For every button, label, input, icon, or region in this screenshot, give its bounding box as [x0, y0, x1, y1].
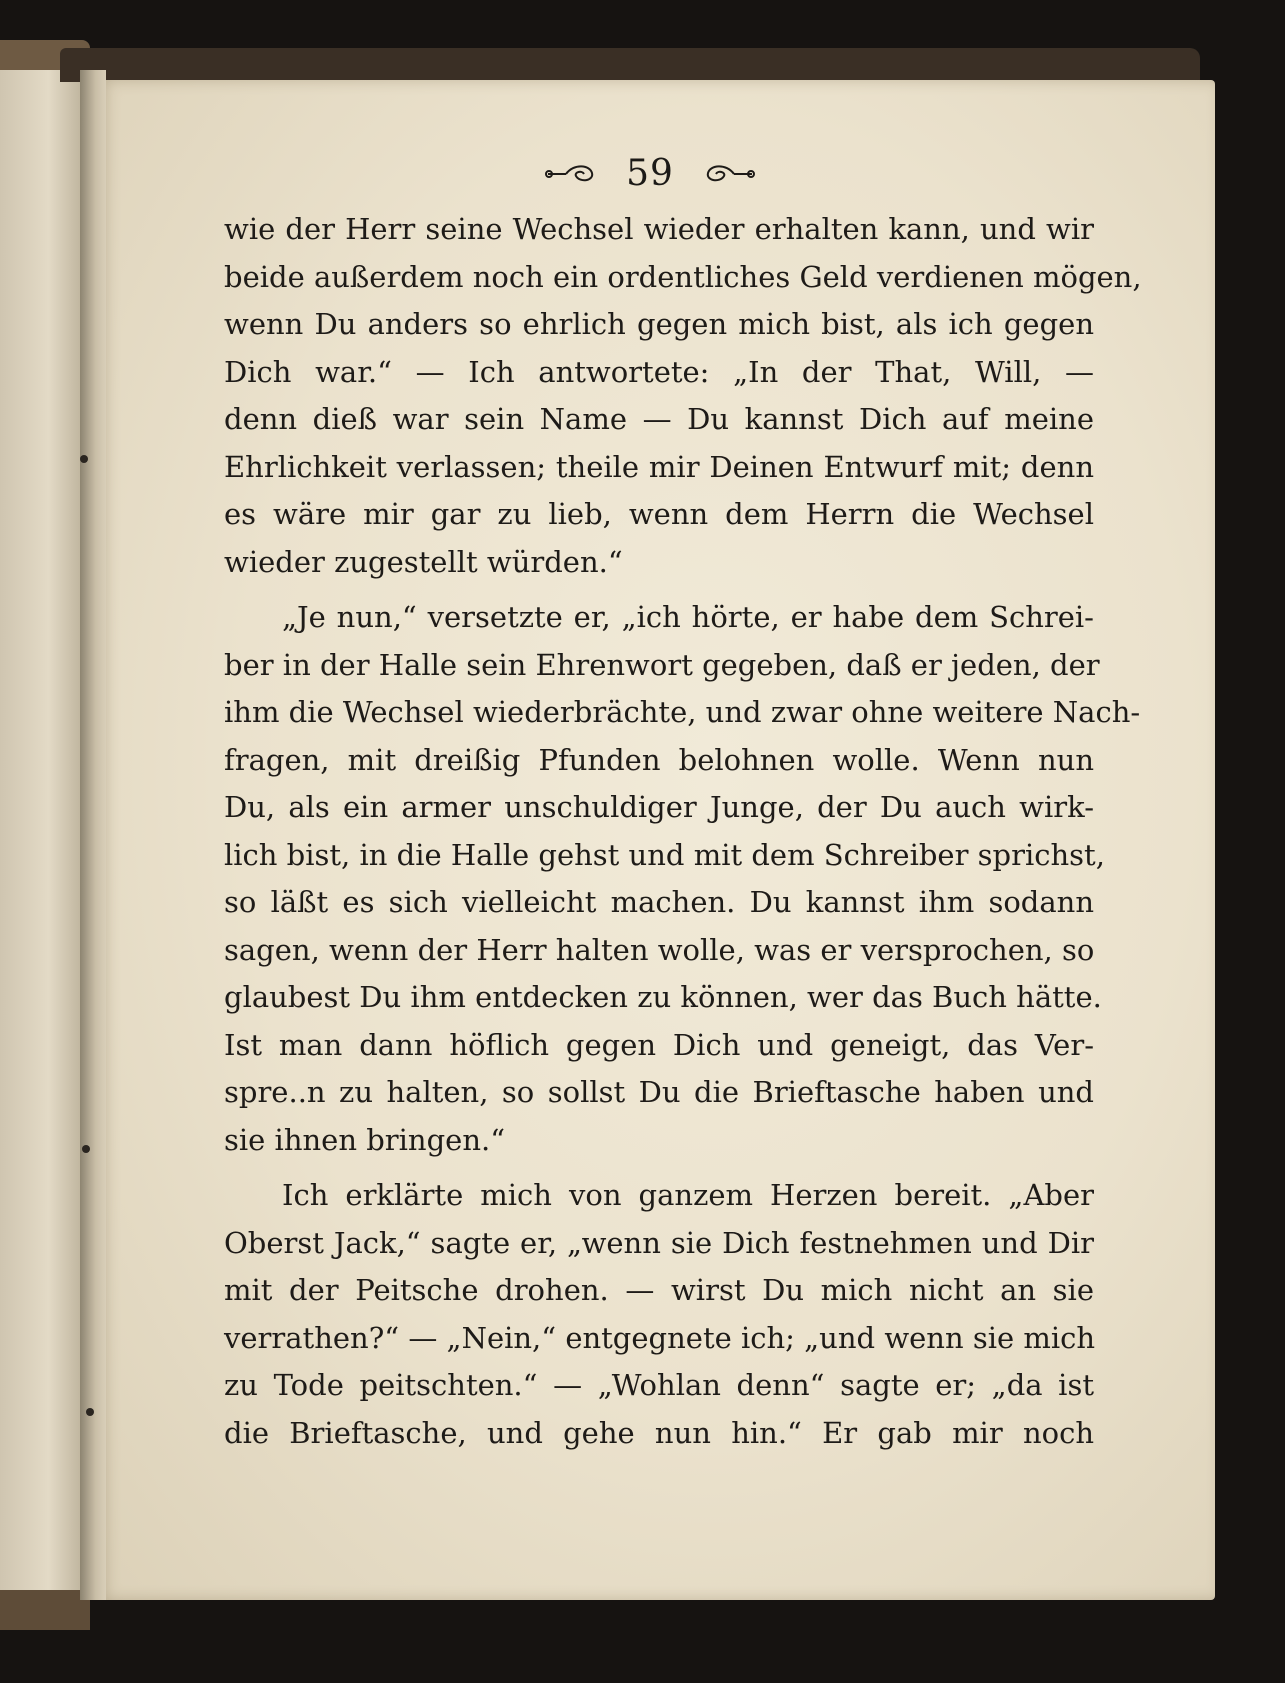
text-line: sagen, wenn der Herr halten wolle, was er versprochen, so [224, 932, 1095, 967]
page-number: 59 [626, 152, 674, 194]
text-line: ihm die Wechsel wiederbrächte, und zwar ohne weitere Nach- [224, 695, 1141, 729]
page-header [520, 148, 780, 198]
stain-mark [82, 1145, 90, 1153]
stain-mark [86, 1408, 94, 1416]
book-gutter [80, 70, 106, 1600]
text-line: Oberst Jack,“ sagte er, „wenn sie Dich festnehmen und Dir [224, 1225, 1094, 1260]
text-line: Dich war.“ — Ich antwortete: „In der That, Will, — [224, 354, 1094, 389]
text-line: Ist man dann höflich gegen Dich und geneigt, das Ver- [224, 1027, 1094, 1062]
paragraph [224, 206, 1142, 586]
text-line: fragen, mit dreißig Pfunden belohnen wolle. Wenn nun [224, 742, 1094, 777]
text-line: es wäre mir gar zu lieb, wenn dem Herrn die Wechsel [224, 497, 1094, 531]
text-line: zu Tode peitschten.“ — „Wohlan denn“ sagte er; „da ist [224, 1368, 1094, 1402]
text-line: lich bist, in die Halle gehst und mit dem Schreiber sprichst, [224, 837, 1105, 872]
ornament-left-icon [544, 161, 604, 185]
paragraph [224, 594, 1141, 1164]
text-line: die Brieftasche, und gehe nun hin.“ Er gab mir noch [224, 1415, 1094, 1450]
text-line: wieder zugestellt würden.“ [224, 544, 623, 579]
body-text [224, 206, 1142, 1457]
book-cover-top [60, 48, 1200, 82]
text-line: ber in der Halle sein Ehrenwort gegeben, daß er jeden, der [224, 647, 1100, 682]
text-line: mit der Peitsche drohen. — wirst Du mich nicht an sie [224, 1273, 1094, 1307]
book-cover-bottom-left [0, 1590, 90, 1630]
text-line: denn dieß war sein Name — Du kannst Dich auf meine [224, 402, 1094, 436]
text-line: beide außerdem noch ein ordentliches Geld verdienen mögen, [224, 259, 1142, 294]
text-line: glaubest Du ihm entdecken zu können, wer das Buch hätte. [224, 980, 1102, 1014]
text-line: „Je nun,“ versetzte er, „ich hörte, er habe dem Schrei- [282, 600, 1094, 634]
left-page-edge [0, 70, 88, 1600]
text-line: Ich erklärte mich von ganzem Herzen bereit. „Aber [282, 1178, 1094, 1212]
paragraph [224, 1172, 1094, 1457]
text-line: so läßt es sich vielleicht machen. Du kannst ihm sodann [224, 885, 1094, 919]
text-line: sie ihnen bringen.“ [224, 1122, 506, 1157]
ornament-right-icon [696, 161, 756, 185]
text-line: wenn Du anders so ehrlich gegen mich bist, als ich gegen [224, 307, 1094, 341]
stain-mark [80, 455, 88, 463]
text-line: Du, als ein armer unschuldiger Junge, der Du auch wirk- [224, 790, 1094, 824]
text-line: verrathen?“ — „Nein,“ entgegnete ich; „und wenn sie mich [224, 1320, 1096, 1355]
text-line: wie der Herr seine Wechsel wieder erhalten kann, und wir [224, 212, 1094, 246]
text-line: spre..n zu halten, so sollst Du die Brieftasche haben und [224, 1075, 1094, 1109]
text-line: Ehrlichkeit verlassen; theile mir Deinen Entwurf mit; denn [224, 449, 1094, 484]
